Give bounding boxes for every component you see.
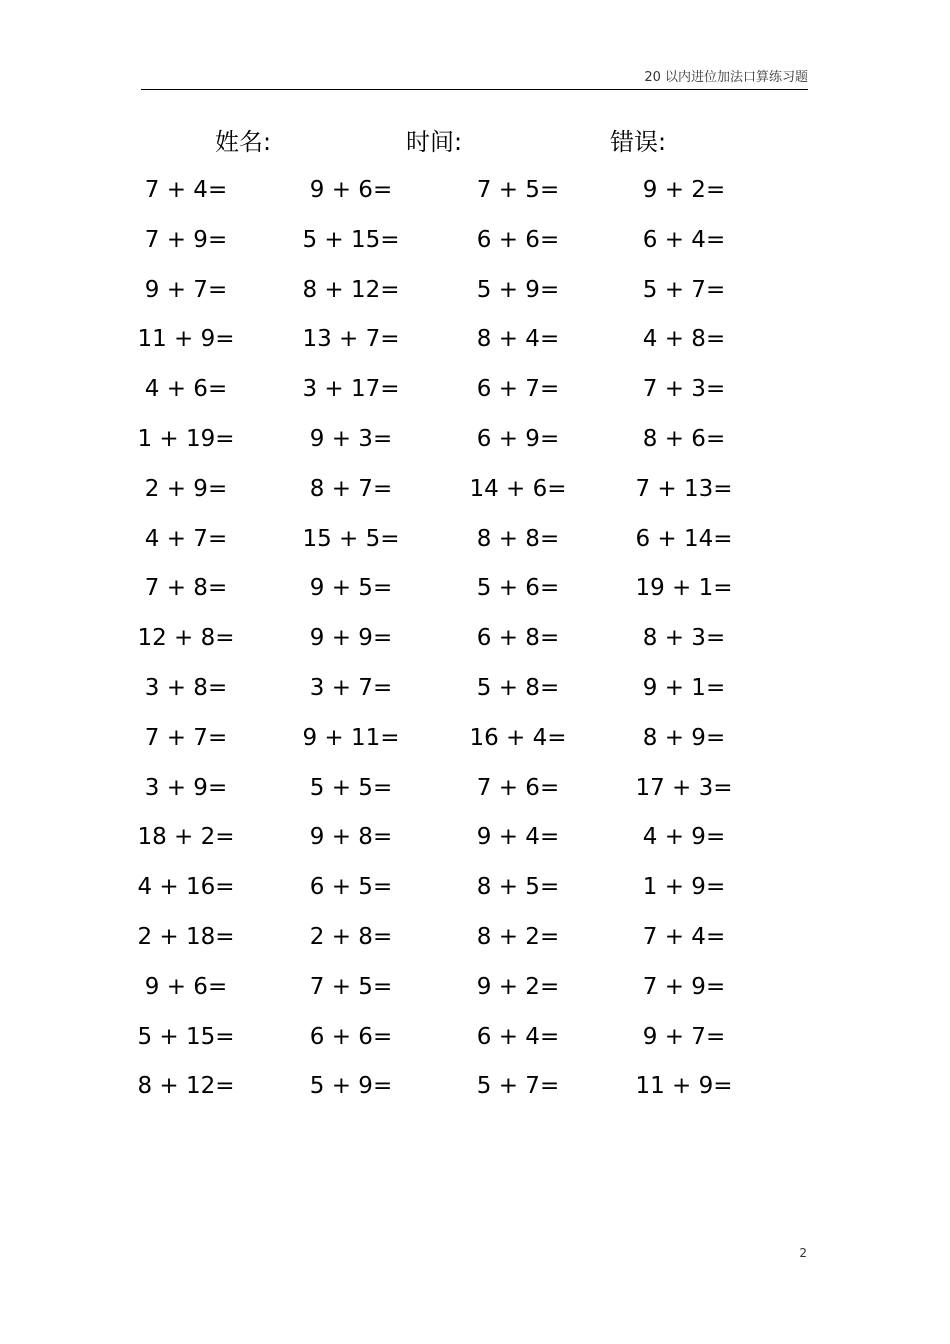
addition-problem: 3 + 17= xyxy=(302,376,400,402)
addition-problem: 8 + 3= xyxy=(642,625,726,651)
addition-problem: 6 + 9= xyxy=(476,426,560,452)
addition-problem: 16 + 4= xyxy=(469,725,567,751)
addition-problem: 8 + 5= xyxy=(476,874,560,900)
addition-problem: 5 + 15= xyxy=(302,227,400,253)
addition-problem: 6 + 4= xyxy=(642,227,726,253)
addition-problem: 7 + 13= xyxy=(635,476,733,502)
addition-problem: 7 + 9= xyxy=(642,974,726,1000)
addition-problem: 14 + 6= xyxy=(469,476,567,502)
addition-problem: 17 + 3= xyxy=(635,775,733,801)
addition-problem: 5 + 7= xyxy=(476,1073,560,1099)
header-divider xyxy=(141,89,808,90)
addition-problem: 7 + 5= xyxy=(476,177,560,203)
addition-problem: 9 + 1= xyxy=(642,675,726,701)
addition-problem: 5 + 5= xyxy=(309,775,393,801)
addition-problem: 7 + 9= xyxy=(144,227,228,253)
addition-problem: 13 + 7= xyxy=(302,326,400,352)
addition-problem: 7 + 4= xyxy=(144,177,228,203)
time-label: 时间: xyxy=(406,128,463,156)
addition-problem: 7 + 7= xyxy=(144,725,228,751)
addition-problem: 8 + 2= xyxy=(476,924,560,950)
addition-problem: 4 + 16= xyxy=(137,874,235,900)
document-header-title: 20 以内进位加法口算练习题 xyxy=(644,70,808,85)
addition-problem: 9 + 6= xyxy=(144,974,228,1000)
addition-problem: 5 + 9= xyxy=(476,277,560,303)
addition-problem: 8 + 12= xyxy=(137,1073,235,1099)
name-label: 姓名: xyxy=(215,128,272,156)
addition-problem: 9 + 5= xyxy=(309,575,393,601)
errors-label: 错误: xyxy=(610,128,667,156)
addition-problem: 9 + 4= xyxy=(476,824,560,850)
addition-problem: 9 + 3= xyxy=(309,426,393,452)
addition-problem: 9 + 7= xyxy=(642,1024,726,1050)
addition-problem: 4 + 7= xyxy=(144,526,228,552)
addition-problem: 9 + 6= xyxy=(309,177,393,203)
addition-problem: 3 + 7= xyxy=(309,675,393,701)
addition-problem: 4 + 6= xyxy=(144,376,228,402)
addition-problem: 3 + 9= xyxy=(144,775,228,801)
addition-problem: 7 + 6= xyxy=(476,775,560,801)
addition-problem: 2 + 9= xyxy=(144,476,228,502)
addition-problem: 11 + 9= xyxy=(137,326,235,352)
addition-problem: 2 + 18= xyxy=(137,924,235,950)
addition-problem: 1 + 19= xyxy=(137,426,235,452)
addition-problem: 4 + 9= xyxy=(642,824,726,850)
addition-problem: 1 + 9= xyxy=(642,874,726,900)
addition-problem: 6 + 8= xyxy=(476,625,560,651)
addition-problem: 5 + 6= xyxy=(476,575,560,601)
addition-problem: 8 + 8= xyxy=(476,526,560,552)
addition-problem: 6 + 5= xyxy=(309,874,393,900)
page-number: 2 xyxy=(799,1246,807,1260)
addition-problem: 7 + 8= xyxy=(144,575,228,601)
addition-problem: 9 + 2= xyxy=(642,177,726,203)
addition-problem: 9 + 9= xyxy=(309,625,393,651)
addition-problem: 4 + 8= xyxy=(642,326,726,352)
addition-problem: 15 + 5= xyxy=(302,526,400,552)
addition-problem: 8 + 9= xyxy=(642,725,726,751)
addition-problem: 6 + 6= xyxy=(309,1024,393,1050)
addition-problem: 5 + 9= xyxy=(309,1073,393,1099)
addition-problem: 5 + 15= xyxy=(137,1024,235,1050)
addition-problem: 8 + 12= xyxy=(302,277,400,303)
addition-problem: 12 + 8= xyxy=(137,625,235,651)
addition-problem: 6 + 6= xyxy=(476,227,560,253)
addition-problem: 9 + 2= xyxy=(476,974,560,1000)
addition-problem: 5 + 8= xyxy=(476,675,560,701)
addition-problem: 7 + 5= xyxy=(309,974,393,1000)
addition-problem: 9 + 8= xyxy=(309,824,393,850)
addition-problem: 9 + 7= xyxy=(144,277,228,303)
addition-problem: 8 + 4= xyxy=(476,326,560,352)
addition-problem: 18 + 2= xyxy=(137,824,235,850)
addition-problem: 6 + 14= xyxy=(635,526,733,552)
addition-problem: 8 + 6= xyxy=(642,426,726,452)
addition-problem: 6 + 4= xyxy=(476,1024,560,1050)
addition-problem: 8 + 7= xyxy=(309,476,393,502)
addition-problem: 3 + 8= xyxy=(144,675,228,701)
addition-problem: 5 + 7= xyxy=(642,277,726,303)
addition-problem: 11 + 9= xyxy=(635,1073,733,1099)
addition-problem: 7 + 4= xyxy=(642,924,726,950)
addition-problem: 2 + 8= xyxy=(309,924,393,950)
addition-problem: 6 + 7= xyxy=(476,376,560,402)
addition-problem: 9 + 11= xyxy=(302,725,400,751)
addition-problem: 7 + 3= xyxy=(642,376,726,402)
addition-problem: 19 + 1= xyxy=(635,575,733,601)
